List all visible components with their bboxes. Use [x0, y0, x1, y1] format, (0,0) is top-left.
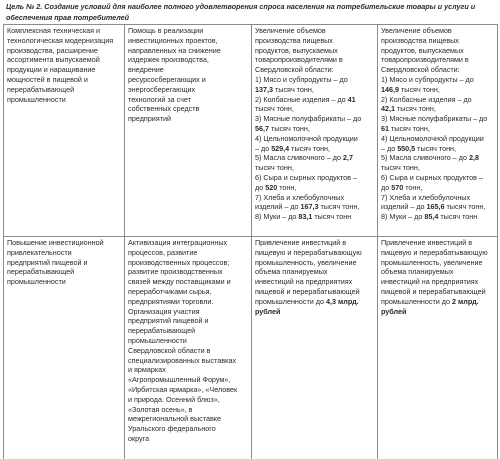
cell-text-line [381, 212, 494, 222]
cell-text-line [255, 55, 374, 65]
text-fragment: 1) Мясо и субпродукты – до [255, 74, 348, 84]
cell-text-line [255, 46, 374, 56]
text-fragment: Свердловской области: [255, 65, 334, 75]
text-fragment: промышленности до [255, 296, 326, 306]
cell-text-line [381, 104, 494, 114]
text-fragment: пищевую и перерабатывающую [381, 247, 488, 257]
measure-cell [125, 237, 252, 459]
text-fragment: тысяч тонн, [415, 143, 457, 153]
text-fragment: 2) Колбасные изделия – до [381, 94, 472, 104]
cell-text-line [255, 36, 374, 46]
cell-text-line: предприятий [128, 114, 172, 124]
task-cell [4, 237, 125, 459]
text-fragment: 6) Сыра и сырных продуктов – [255, 172, 357, 182]
cell-text-line [381, 144, 494, 154]
cell-text-line [255, 95, 374, 105]
cell-text-line: перерабатывающей [7, 267, 75, 277]
text-fragment: Привлечение инвестиций в [255, 238, 347, 247]
goal-heading [3, 1, 497, 24]
text-fragment: до [255, 182, 266, 192]
bold-value: 4,3 млрд. [325, 296, 359, 306]
text-fragment: промышленность, увеличение [381, 257, 483, 267]
text-fragment: инвестиций на предприятиях [381, 277, 479, 287]
cell-text-line [381, 267, 494, 277]
cell-text-line: Комплексная техническая и [7, 26, 101, 35]
bold-value: 529,4 [271, 143, 290, 153]
cell-text-line: «Золотая осень», в [128, 404, 193, 414]
table-row [4, 237, 498, 459]
text-fragment: изделий – до [381, 202, 427, 212]
cell-text-line [255, 173, 374, 183]
cell-text-line: технологий за счет [128, 94, 191, 104]
bold-value: рублей [255, 306, 281, 316]
text-fragment: тысяч тонн, [318, 202, 360, 212]
text-fragment: пищевой и перерабатывающей [255, 286, 360, 296]
text-fragment: товаропроизводителями в [255, 55, 343, 65]
text-fragment: тысяч тонн, [395, 104, 436, 114]
cell-text-line [381, 248, 494, 258]
text-fragment: тонн, [403, 182, 423, 192]
text-fragment: Привлечение инвестиций в [381, 238, 473, 247]
cell-text-line: производственных процессов; [128, 257, 230, 267]
cell-text-line: Повышение инвестиционной [7, 238, 104, 247]
cell-text-line [255, 124, 374, 134]
text-fragment: тысяч тонн, [444, 202, 486, 212]
cell-text-line [381, 36, 494, 46]
text-fragment: 3) Мясные полуфабрикаты – до [381, 114, 488, 124]
text-fragment: тысяч тонн, [381, 163, 420, 173]
text-fragment: тысяч тонн, [255, 163, 294, 173]
text-fragment: пищевую и перерабатывающую [255, 247, 362, 257]
bold-value: 2,8 [468, 153, 479, 163]
text-fragment: 7) Хлеба и хлебобулочных [255, 192, 345, 202]
text-fragment: – до [381, 143, 398, 153]
bold-value: 570 [391, 182, 404, 192]
cell-text-line: округа [128, 433, 150, 443]
cell-text-line [381, 287, 494, 297]
cell-text-line [381, 75, 494, 85]
cell-text-line [381, 202, 494, 212]
cell-text-line: ассортимента выпускаемой [7, 55, 100, 65]
table-row [4, 25, 498, 237]
cell-text-line: производства, расширение [7, 45, 98, 55]
cell-text-line [255, 104, 374, 114]
text-fragment: тысяч тонн, [273, 84, 314, 94]
cell-text-line: ресурсосберегающих и [128, 74, 206, 84]
bold-value: 42,1 [381, 104, 395, 114]
cell-text-line: мощностей в пищевой и [7, 74, 88, 84]
text-fragment: 5) Масла сливочного – до [255, 153, 343, 163]
text-fragment: товаропроизводителями в [381, 55, 469, 65]
bold-value: 165,6 [426, 202, 445, 212]
cell-text-line: специализированных выставках [128, 355, 237, 365]
bold-value: 56,7 [255, 123, 269, 133]
cell-text-line: предприятиями торговли. [128, 296, 214, 306]
bold-value: 83,1 [298, 212, 313, 222]
cell-text-line: и природа. Осенний блюз», [128, 394, 220, 404]
cell-text-line: переработчиками сырья, [128, 286, 212, 296]
text-fragment: – до [255, 143, 272, 153]
text-fragment: объема планируемых [255, 267, 328, 277]
text-fragment: 2) Колбасные изделия – до [255, 94, 348, 104]
cell-text-line: продукции и наращивание [7, 65, 96, 75]
text-fragment: тысяч тонн, [255, 104, 294, 114]
text-fragment: 8) Муки – до [381, 212, 425, 222]
bold-value: 85,4 [424, 212, 439, 222]
cell-text-line [381, 114, 494, 124]
text-fragment: тысяч тонн, [389, 123, 430, 133]
cell-text-line [255, 144, 374, 154]
text-fragment: 6) Сыра и сырных продуктов – [381, 172, 483, 182]
bold-value: 2 млрд. [451, 296, 479, 306]
cell-text-line [381, 297, 494, 307]
text-fragment: Увеличение объемов [381, 26, 452, 35]
cell-text-line: перерабатывающей [128, 326, 196, 336]
cell-text-line: связей между поставщиками и [128, 277, 231, 287]
cell-text-line: энергосберегающих [128, 84, 196, 94]
cell-text-line [255, 153, 374, 163]
cell-text-line [381, 134, 494, 144]
cell-text-line: собственных средств [128, 104, 200, 114]
cell-text-line: промышленности [7, 94, 66, 104]
cell-text-line [255, 183, 374, 193]
cell-text-line [381, 26, 494, 36]
cell-text-line [381, 258, 494, 268]
cell-text-line: межрегиональной выставке [128, 414, 222, 424]
cell-text-line: Организация участия [128, 306, 200, 316]
cell-text-line [255, 238, 374, 248]
text-fragment: продуктов, выпускаемых [255, 45, 338, 55]
text-fragment: 8) Муки – до [255, 212, 299, 222]
result-cell-1 [252, 25, 378, 237]
cell-text-line [255, 85, 374, 95]
cell-text-line [255, 267, 374, 277]
text-fragment: производства пищевых [381, 35, 459, 45]
text-fragment: продуктов, выпускаемых [381, 45, 464, 55]
cell-text-line: и ярмарках [128, 365, 166, 375]
cell-text-line [255, 163, 374, 173]
cell-text-line [255, 202, 374, 212]
cell-text-line: Свердловской области в [128, 345, 211, 355]
goal-heading-line: обеспечения прав потребителей [6, 12, 130, 22]
cell-text-line: перерабатывающей [7, 84, 75, 94]
cell-text-line [381, 307, 494, 317]
cell-text-line: внедрение [128, 65, 164, 75]
cell-text-line: направленных на снижение [128, 45, 221, 55]
text-fragment: Увеличение объемов [255, 26, 326, 35]
cell-text-line [381, 95, 494, 105]
cell-text-line [381, 163, 494, 173]
cell-text-line: Активизация интеграционных [128, 238, 228, 247]
cell-text-line: Помощь в реализации [128, 26, 204, 35]
cell-text-line: привлекательности [7, 247, 72, 257]
text-fragment: производства пищевых [255, 35, 333, 45]
cell-text-line [381, 124, 494, 134]
bold-value: 61 [381, 123, 389, 133]
result-cell-2 [378, 237, 498, 459]
bold-value: 137,3 [255, 84, 273, 94]
cell-text-line: промышленности [128, 335, 187, 345]
cell-text-line [381, 238, 494, 248]
cell-text-line [381, 85, 494, 95]
task-cell [4, 25, 125, 237]
text-fragment: 4) Цельномолочной продукции [381, 133, 484, 143]
cell-text-line [255, 287, 374, 297]
cell-text-line: промышленности [7, 277, 66, 287]
cell-text-line [255, 193, 374, 203]
text-fragment: промышленности до [381, 296, 452, 306]
bold-value: 2,7 [342, 153, 353, 163]
cell-text-line [381, 173, 494, 183]
goal-table-body [4, 25, 498, 459]
text-fragment: 1) Мясо и субпродукты – до [381, 74, 474, 84]
text-fragment: тысяч тонн, [269, 123, 310, 133]
text-fragment: инвестиций на предприятиях [255, 277, 353, 287]
text-fragment: пищевой и перерабатывающей [381, 286, 486, 296]
cell-text-line: издержек производства, [128, 55, 209, 65]
measure-cell [125, 25, 252, 237]
text-fragment: тонн, [277, 182, 297, 192]
text-fragment: объема планируемых [381, 267, 454, 277]
cell-text-line [255, 134, 374, 144]
text-fragment: 7) Хлеба и хлебобулочных [381, 192, 471, 202]
goal-table [3, 24, 498, 459]
cell-text-line [255, 75, 374, 85]
cell-text-line [255, 307, 374, 317]
text-fragment: тысяч тонн, [289, 143, 331, 153]
text-fragment: изделий – до [255, 202, 301, 212]
result-cell-2 [378, 25, 498, 237]
cell-text-line [255, 212, 374, 222]
text-fragment: тысяч тонн [438, 212, 478, 222]
cell-text-line [255, 248, 374, 258]
cell-text-line: развитие производственных [128, 267, 223, 277]
cell-text-line [255, 258, 374, 268]
cell-text-line [381, 193, 494, 203]
text-fragment: Свердловской области: [381, 65, 460, 75]
text-fragment: 5) Масла сливочного – до [381, 153, 469, 163]
cell-text-line: технологическая модернизация [7, 35, 114, 45]
text-fragment: тысяч тонн, [399, 84, 440, 94]
cell-text-line [381, 277, 494, 287]
cell-text-line: Уральского федерального [128, 424, 216, 434]
cell-text-line: предприятий пищевой и [128, 316, 209, 326]
bold-value: 146,9 [381, 84, 399, 94]
text-fragment: до [381, 182, 392, 192]
cell-text-line [255, 114, 374, 124]
bold-value: 167,3 [300, 202, 319, 212]
text-fragment: промышленность, увеличение [255, 257, 357, 267]
result-cell-1 [252, 237, 378, 459]
text-fragment: тысяч тонн [312, 212, 352, 222]
bold-value: рублей [381, 306, 407, 316]
cell-text-line [255, 26, 374, 36]
bold-value: 520 [265, 182, 278, 192]
cell-text-line: инвестиционных проектов, [128, 35, 218, 45]
cell-text-line: «Ирбитская ярмарка», «Человек [128, 384, 238, 394]
cell-text-line: процессов, развитие [128, 247, 198, 257]
cell-text-line [255, 297, 374, 307]
goal-heading-line: Цель № 2. Создание условий для наиболее полного удовлетворения спроса населения на потребительские товары и услуги и [6, 2, 476, 11]
cell-text-line [255, 65, 374, 75]
cell-text-line: предприятий пищевой и [7, 257, 88, 267]
cell-text-line [381, 46, 494, 56]
cell-text-line [381, 55, 494, 65]
cell-text-line [381, 65, 494, 75]
text-fragment: 3) Мясные полуфабрикаты – до [255, 114, 362, 124]
cell-text-line: «Агропромышленный Форум», [128, 375, 231, 385]
cell-text-line [255, 277, 374, 287]
cell-text-line [381, 183, 494, 193]
text-fragment: 4) Цельномолочной продукции [255, 133, 358, 143]
cell-text-line [381, 153, 494, 163]
bold-value: 41 [347, 94, 356, 104]
bold-value: 550,5 [397, 143, 416, 153]
